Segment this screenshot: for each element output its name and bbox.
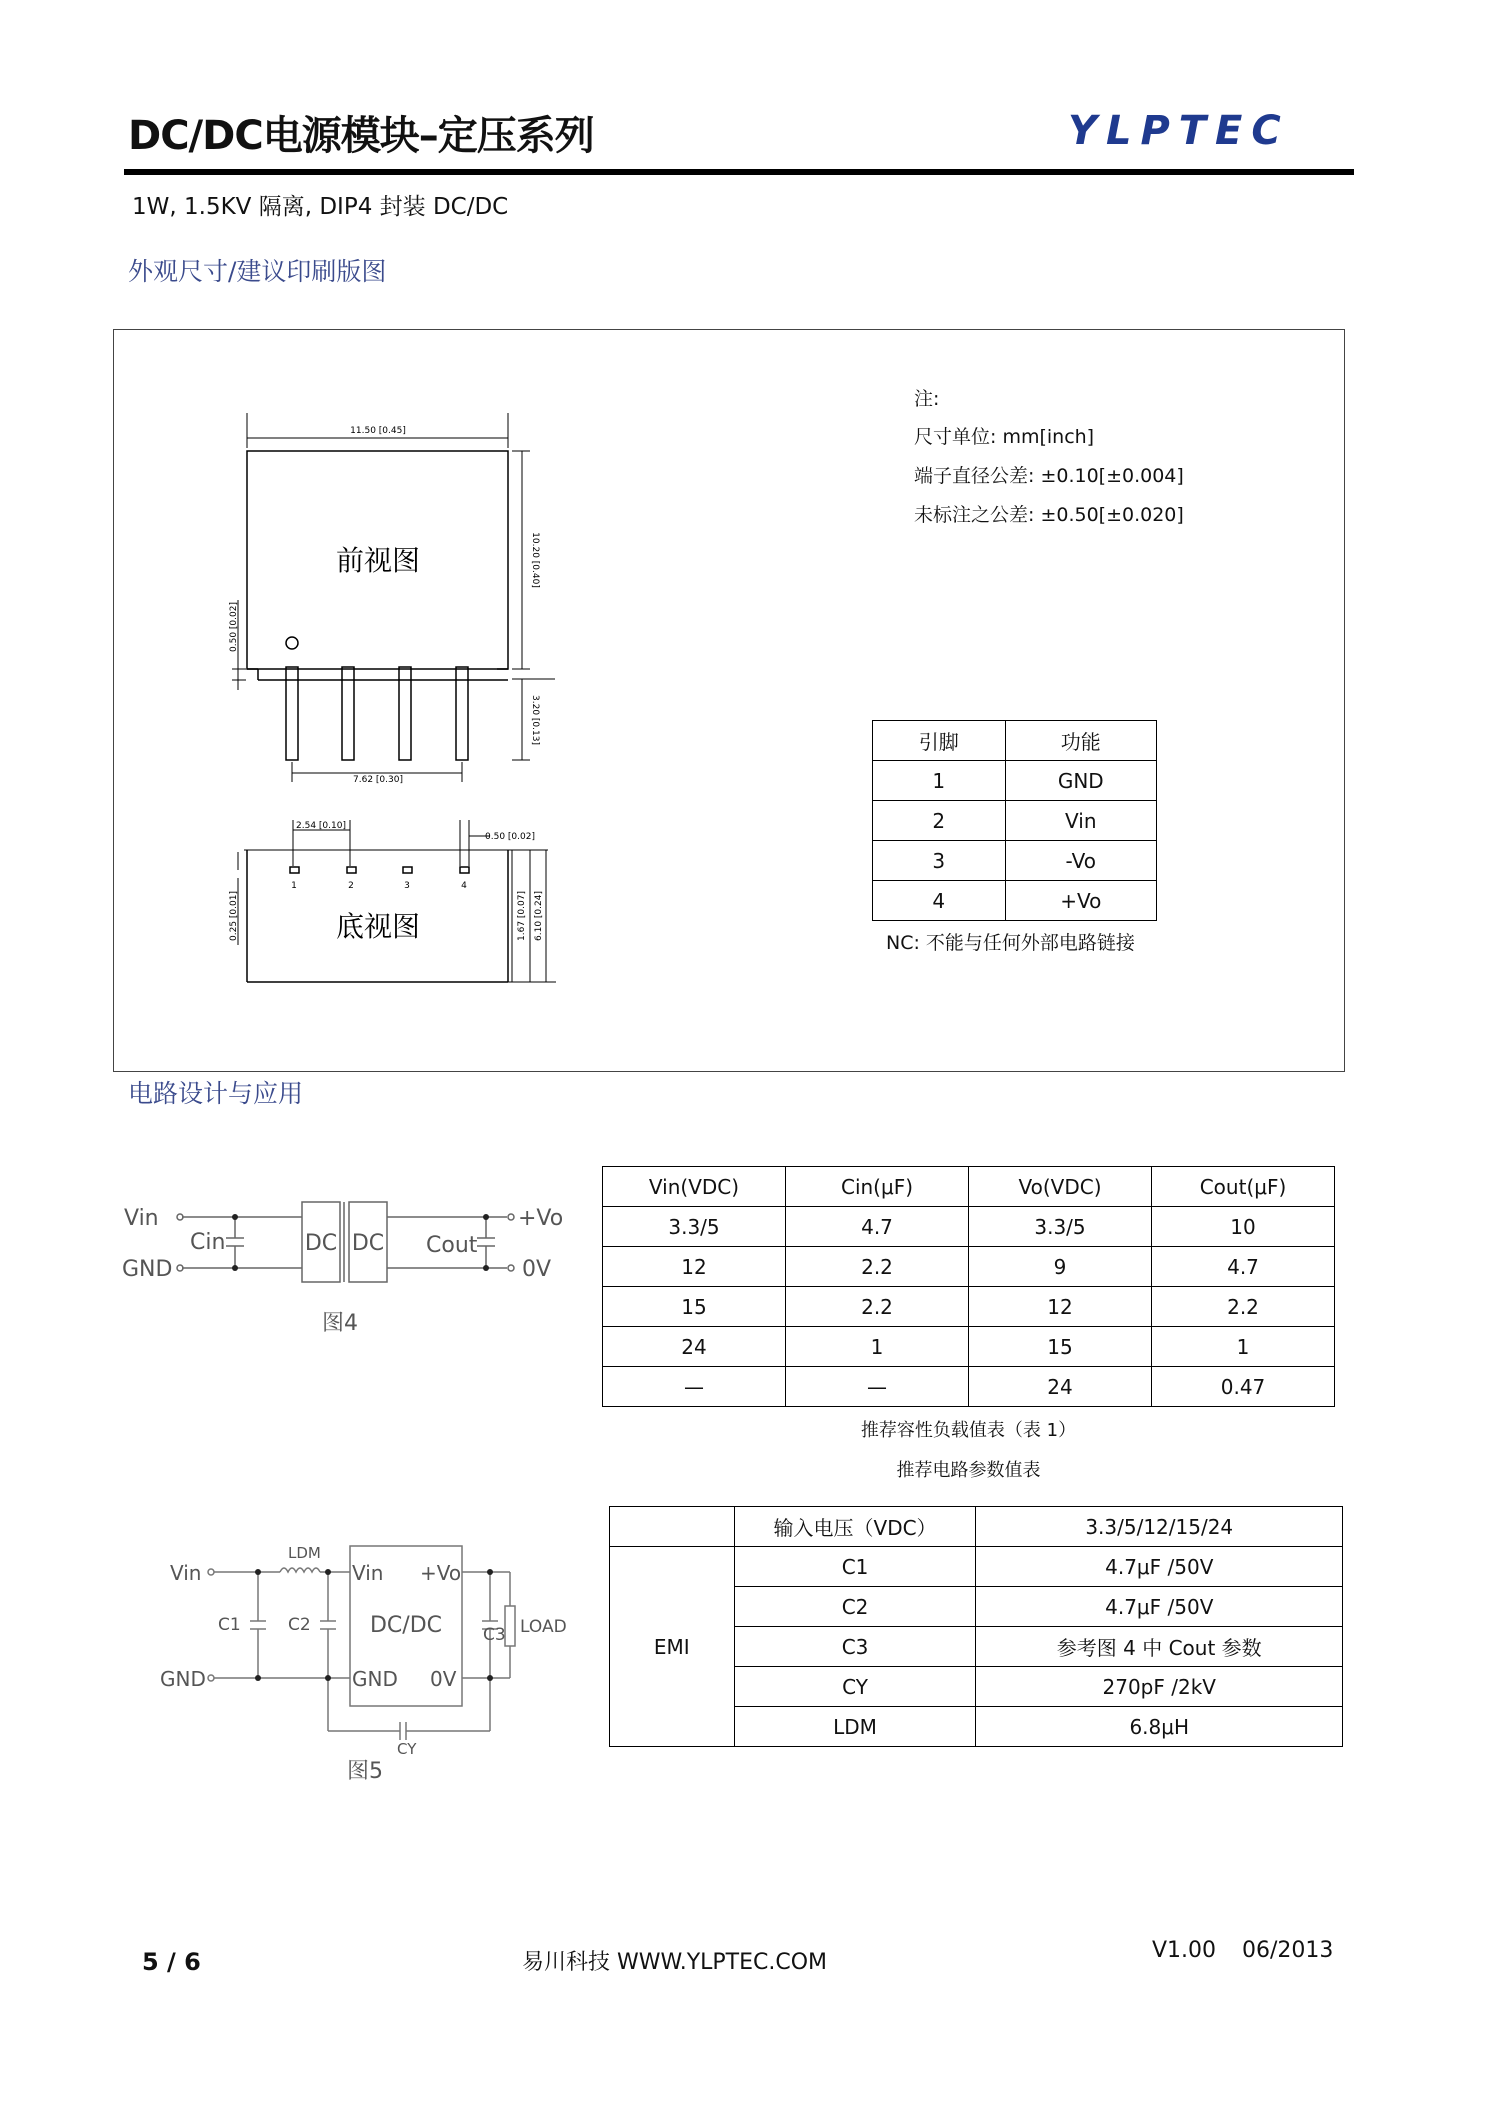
section-heading-dimensions: 外观尺寸/建议印刷版图 xyxy=(128,257,387,286)
pin-3 xyxy=(399,667,411,760)
pin-number-3: 3 xyxy=(404,881,410,891)
table-cell: 2.2 xyxy=(1152,1287,1335,1327)
table-cell: C1 xyxy=(734,1547,976,1587)
dim-pin-length: 3.20 [0.13] xyxy=(530,695,540,745)
table-cell: — xyxy=(603,1367,786,1407)
fig5-caption: 图5 xyxy=(347,1759,383,1784)
front-view-label: 前视图 xyxy=(335,544,421,577)
table-cell: 12 xyxy=(969,1287,1152,1327)
dim-pin-span: 7.62 [0.30] xyxy=(353,775,403,785)
fig4-cin: Cin xyxy=(190,1230,226,1255)
table-cell: 2 xyxy=(873,801,1006,841)
pin-number-4: 4 xyxy=(461,881,467,891)
dim-bottom-left: 0.25 [0.01] xyxy=(229,891,239,941)
document-title: DC/DC电源模块–定压系列 xyxy=(128,113,594,159)
fig4-dc-right: DC xyxy=(351,1231,385,1256)
table-cell: C3 xyxy=(734,1627,976,1667)
table-cell: 4 xyxy=(873,881,1006,921)
footer-version: V1.00 xyxy=(1152,1938,1217,1963)
pin-1 xyxy=(286,667,298,760)
dim-height-right: 10.20 [0.40] xyxy=(530,532,540,588)
input-voltage-label: 输入电压（VDC） xyxy=(734,1507,976,1547)
footer-company: 易川科技 WWW.YLPTEC.COM xyxy=(522,1950,828,1975)
dim-pin-pitch: 2.54 [0.10] xyxy=(296,821,346,831)
page-number: 5 / 6 xyxy=(142,1948,201,1976)
pin-header: 引脚 xyxy=(873,721,1006,761)
table-cell: LDM xyxy=(734,1707,976,1747)
fig5-c1: C1 xyxy=(218,1615,241,1635)
table-cell: 4.7 xyxy=(1152,1247,1335,1287)
product-subtitle: 1W, 1.5KV 隔离, DIP4 封装 DC/DC xyxy=(132,194,509,220)
table-cell: 0.47 xyxy=(1152,1367,1335,1407)
table-cell: CY xyxy=(734,1667,976,1707)
nc-note: NC: 不能与任何外部电路链接 xyxy=(886,932,1135,954)
notes-title: 注: xyxy=(914,388,940,410)
table-cell: 4.7μF /50V xyxy=(976,1547,1343,1587)
dim-bottom-depth: 6.10 [0.24] xyxy=(534,891,544,941)
bottom-view-label: 底视图 xyxy=(335,910,421,943)
dim-bottom-inner: 1.67 [0.07] xyxy=(517,891,527,941)
col-header: Vo(VDC) xyxy=(969,1167,1152,1207)
table-cell: 24 xyxy=(969,1367,1152,1407)
fig5-dcdc: DC/DC xyxy=(369,1613,443,1638)
fig5-pin-vo: +Vo xyxy=(420,1561,462,1585)
figure-5-circuit xyxy=(160,1536,590,1796)
table-cell: 3 xyxy=(873,841,1006,881)
fig4-vo-plus: +Vo xyxy=(518,1206,564,1231)
pin-number-1: 1 xyxy=(291,881,297,891)
table-cell: 2.2 xyxy=(786,1287,969,1327)
dim-standoff: 0.50 [0.02] xyxy=(229,602,239,652)
pin-2 xyxy=(342,667,354,760)
fig5-pin-0v: 0V xyxy=(430,1667,457,1691)
fig5-vin: Vin xyxy=(170,1561,202,1585)
table-cell xyxy=(610,1507,735,1547)
table-cell: 1 xyxy=(786,1327,969,1367)
pin-function-table xyxy=(872,720,1157,921)
fig5-pin-vin: Vin xyxy=(352,1561,384,1585)
pin-4 xyxy=(456,667,468,760)
table-cell: 2.2 xyxy=(786,1247,969,1287)
table-cell: 参考图 4 中 Cout 参数 xyxy=(976,1627,1343,1667)
dim-width-top: 11.50 [0.45] xyxy=(350,426,406,436)
notes-other-tolerance: 未标注之公差: ±0.50[±0.020] xyxy=(914,504,1184,526)
col-header: Cout(μF) xyxy=(1152,1167,1335,1207)
table-cell: 1 xyxy=(1152,1327,1335,1367)
table-cell: 6.8μH xyxy=(976,1707,1343,1747)
table-cell: 270pF /2kV xyxy=(976,1667,1343,1707)
table-cell: 9 xyxy=(969,1247,1152,1287)
fig4-cout: Cout xyxy=(426,1233,478,1258)
table2-caption: 推荐电路参数值表 xyxy=(896,1460,1041,1481)
pin-number-2: 2 xyxy=(348,881,354,891)
table-cell: 24 xyxy=(603,1327,786,1367)
col-header: Cin(μF) xyxy=(786,1167,969,1207)
table-cell: 4.7μF /50V xyxy=(976,1587,1343,1627)
table-cell: +Vo xyxy=(1005,881,1156,921)
footer-date: 06/2013 xyxy=(1242,1938,1334,1963)
table-cell: 15 xyxy=(603,1287,786,1327)
table-cell: -Vo xyxy=(1005,841,1156,881)
function-header: 功能 xyxy=(1005,721,1156,761)
company-logo: YLPTEC xyxy=(1068,108,1290,154)
fig5-c3: C3 xyxy=(483,1625,506,1645)
fig5-pin-gnd: GND xyxy=(352,1667,398,1691)
table-cell: 4.7 xyxy=(786,1207,969,1247)
capacitive-load-table xyxy=(602,1166,1335,1407)
table-cell: 3.3/5 xyxy=(603,1207,786,1247)
table-cell: GND xyxy=(1005,761,1156,801)
table-cell: — xyxy=(786,1367,969,1407)
notes-unit: 尺寸单位: mm[inch] xyxy=(914,426,1095,448)
section-heading-circuit: 电路设计与应用 xyxy=(128,1079,304,1108)
emi-group-label: EMI xyxy=(610,1547,735,1747)
table1-caption: 推荐容性负载值表（表 1） xyxy=(860,1420,1077,1441)
notes-pin-tolerance: 端子直径公差: ±0.10[±0.004] xyxy=(914,465,1184,487)
dim-pin-dia: 0.50 [0.02] xyxy=(485,832,535,842)
fig4-dc-left: DC xyxy=(304,1231,338,1256)
input-voltage-value: 3.3/5/12/15/24 xyxy=(976,1507,1343,1547)
table-cell: 1 xyxy=(873,761,1006,801)
table-cell: 3.3/5 xyxy=(969,1207,1152,1247)
emi-parameter-table xyxy=(609,1506,1343,1747)
fig5-cy: CY xyxy=(397,1740,417,1758)
table-cell: 12 xyxy=(603,1247,786,1287)
fig4-vin: Vin xyxy=(124,1206,159,1231)
table-cell: 15 xyxy=(969,1327,1152,1367)
table-cell: 10 xyxy=(1152,1207,1335,1247)
fig5-c2: C2 xyxy=(288,1615,311,1635)
fig5-ldm: LDM xyxy=(288,1544,321,1562)
fig5-gnd: GND xyxy=(160,1667,206,1691)
figure-4-circuit xyxy=(110,1180,580,1340)
table-cell: C2 xyxy=(734,1587,976,1627)
fig4-caption: 图4 xyxy=(322,1311,358,1336)
col-header: Vin(VDC) xyxy=(603,1167,786,1207)
fig4-0v: 0V xyxy=(522,1257,552,1282)
fig5-load: LOAD xyxy=(520,1617,567,1637)
table-cell: Vin xyxy=(1005,801,1156,841)
fig4-gnd: GND xyxy=(122,1257,173,1282)
